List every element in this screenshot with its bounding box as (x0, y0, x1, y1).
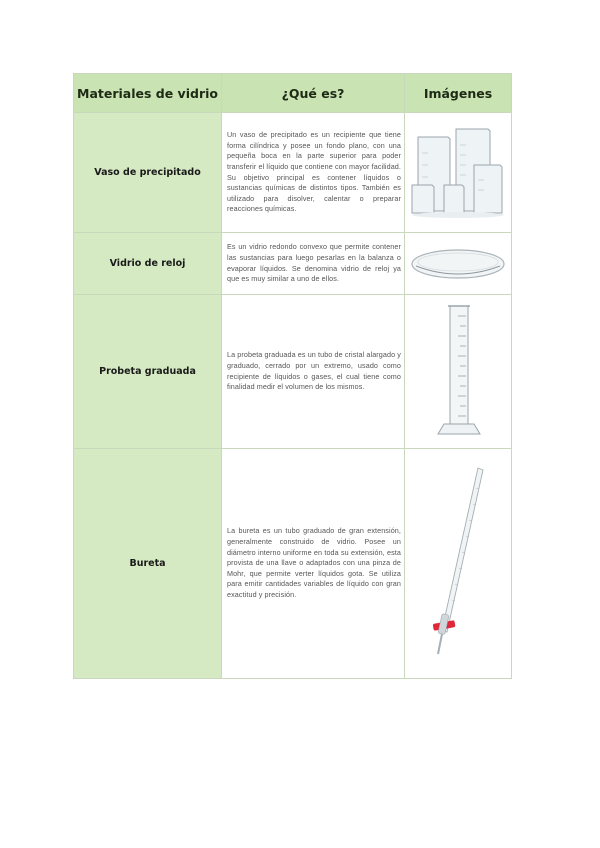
table-row (74, 449, 512, 679)
graduated-cylinder-icon (428, 302, 488, 442)
header-row (74, 74, 512, 113)
material-image-cell (405, 295, 512, 449)
watch-glass-icon (408, 242, 508, 286)
material-name: Vaso de precipitado (74, 113, 222, 233)
header-what-is: ¿Qué es? (222, 74, 405, 113)
material-description: Es un vidrio redondo convexo que permite contener las sustancias para luego pesarlas en la balanza o evaporar líquidos. Se denomina vidrio de reloj ya que es muy similar a uno de ellos. (222, 233, 405, 295)
table-row (74, 113, 512, 233)
beakers-icon (408, 125, 508, 221)
material-description: La bureta es un tubo graduado de gran extensión, generalmente construido de vidrio. Posee un diámetro interno uniforme en toda su extensión, esta provista de una llave o adaptados con una pinza de Mohr, que permite verter líquidos gota. Se utiliza para emitir cantidades variables de líquido con gran exactitud y precisión. (222, 449, 405, 679)
table-row (74, 233, 512, 295)
burette-icon (423, 464, 493, 664)
material-name: Probeta graduada (74, 295, 222, 449)
material-description: Un vaso de precipitado es un recipiente que tiene forma cilíndrica y posee un fondo plano, con una pequeña boca en la parte superior para poder transferir el líquido que contiene con mayor facilidad. Su objetivo principal es contener líquidos o sustancias químicas de distintos tipos. También es utilizado para disolver, calentar o preparar reacciones químicas. (222, 113, 405, 233)
table-row (74, 295, 512, 449)
header-images: Imágenes (405, 74, 512, 113)
material-name: Vidrio de reloj (74, 233, 222, 295)
material-description: La probeta graduada es un tubo de cristal alargado y graduado, cerrado por un extremo, usado como recipiente de líquidos o gases, el cual tiene como finalidad medir el volumen de los mismos. (222, 295, 405, 449)
material-image-cell (405, 449, 512, 679)
material-image-cell (405, 113, 512, 233)
material-name: Bureta (74, 449, 222, 679)
material-image-cell (405, 233, 512, 295)
materials-table (73, 73, 512, 679)
header-materials: Materiales de vidrio (74, 74, 222, 113)
